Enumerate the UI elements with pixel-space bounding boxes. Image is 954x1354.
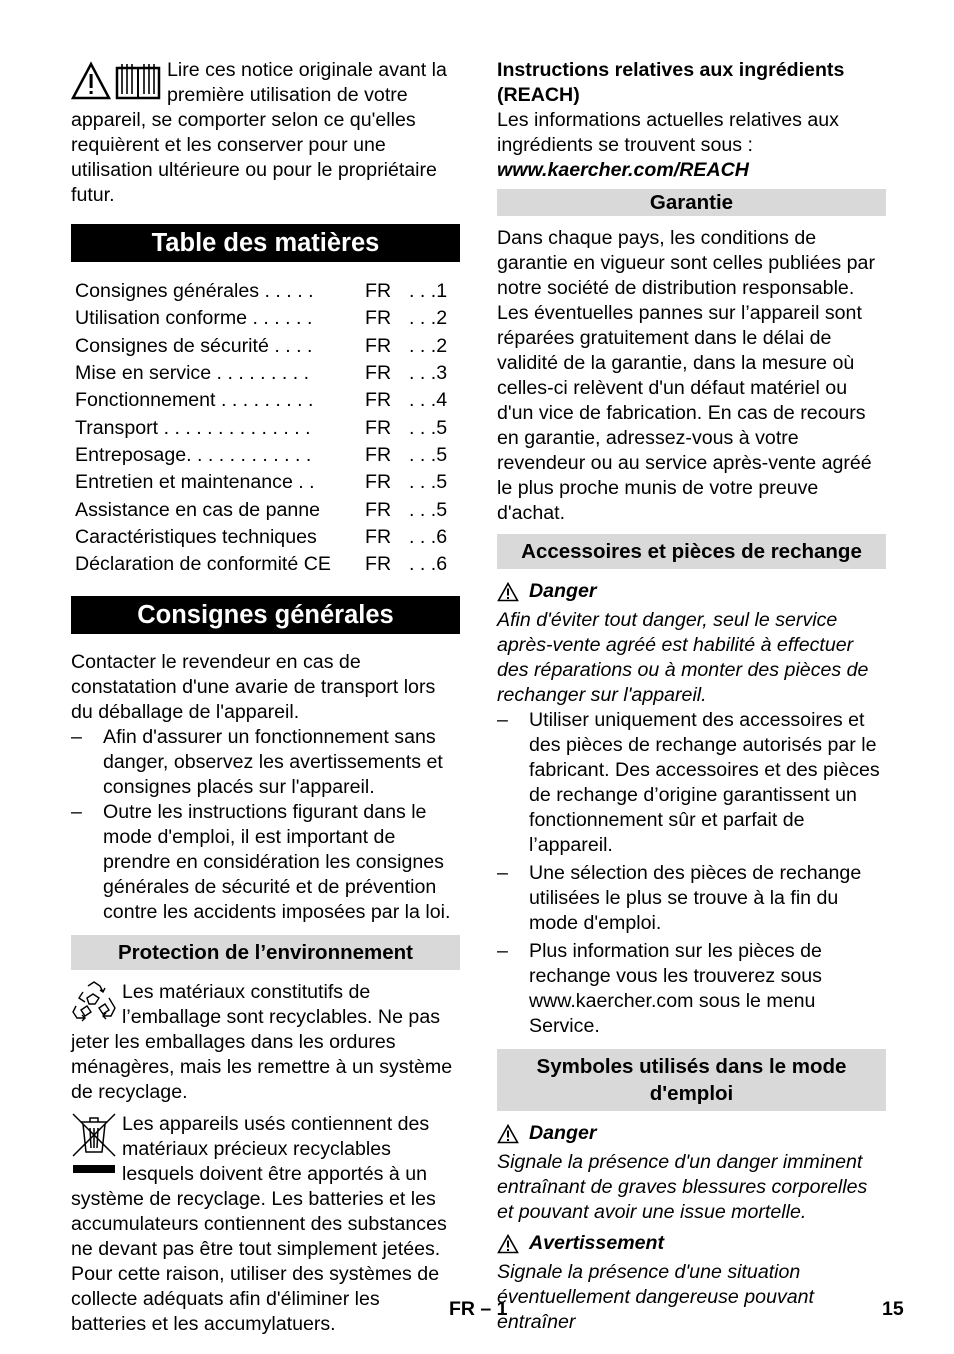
reach-text: Les informations actuelles relatives aux ingrédients se trouvent sous : bbox=[497, 109, 839, 156]
toc-entry-lang: FR bbox=[365, 280, 392, 303]
toc-entry-title: Mise en service . . . . . . . . . bbox=[75, 362, 310, 385]
dash-bullet: – bbox=[497, 709, 508, 731]
footer-lang-page: FR – 1 bbox=[449, 1298, 508, 1320]
right-column bbox=[497, 58, 886, 1335]
warranty-title: Garantie bbox=[497, 189, 886, 216]
toc-entry-page: . . .4 bbox=[409, 389, 448, 412]
warning-triangle-icon bbox=[497, 582, 519, 602]
dash-bullet: – bbox=[71, 801, 82, 824]
reach-url: www.kaercher.com/REACH bbox=[497, 159, 749, 181]
symbols-title: Symboles utilisés dans le mode d'emploi bbox=[497, 1049, 886, 1111]
toc-entry-title: Assistance en cas de panne bbox=[75, 498, 321, 521]
toc-entry-lang: FR bbox=[365, 334, 392, 357]
bullet-text: Plus information sur les pièces de rechange vous les trouverez sous www.kaercher.com sous le menu Service. bbox=[529, 940, 822, 1037]
warning-heading bbox=[497, 1231, 886, 1256]
warning-triangle-icon bbox=[497, 1234, 519, 1254]
list-item bbox=[497, 939, 886, 1039]
toc-row bbox=[71, 496, 460, 523]
toc-row bbox=[71, 551, 460, 578]
toc-entry-page: . . .5 bbox=[409, 416, 448, 439]
toc-entry-title: Fonctionnement . . . . . . . . . bbox=[75, 389, 314, 412]
devices-text: Les appareils usés contiennent des matériaux précieux recyclables lesquels doivent être apportés à un système de recyclage. Les batteries et les accumulateurs contiennent des substances ne devant pas être tout simplement jetées. Pour cette raison, utiliser des systèmes de collecte adéquats afin d'éliminer les batteries et les accumylatuers. bbox=[71, 1113, 447, 1336]
dash-bullet: – bbox=[497, 940, 508, 962]
left-column bbox=[71, 58, 460, 1337]
toc-entry-page: . . .6 bbox=[409, 553, 448, 576]
reach-title: Instructions relatives aux ingrédients (REACH) bbox=[497, 59, 845, 106]
general-title: Consignes générales bbox=[71, 596, 460, 634]
warning-triangle-icon bbox=[497, 1124, 519, 1144]
list-item bbox=[497, 708, 886, 858]
toc-title: Table des matières bbox=[71, 224, 460, 262]
manual-book-icon bbox=[117, 64, 159, 98]
list-item bbox=[71, 725, 460, 800]
toc-entry-lang: FR bbox=[365, 525, 392, 548]
toc-entry-page: . . .5 bbox=[409, 498, 448, 521]
toc-entry-title: Consignes générales . . . . . bbox=[75, 280, 314, 303]
toc-entry-page: . . .2 bbox=[409, 334, 448, 357]
toc-entry-title: Utilisation conforme . . . . . . bbox=[75, 307, 313, 330]
toc-row bbox=[71, 278, 460, 305]
toc-row bbox=[71, 333, 460, 360]
accessories-title: Accessoires et pièces de rechange bbox=[497, 534, 886, 569]
list-item bbox=[497, 861, 886, 936]
toc-row bbox=[71, 524, 460, 551]
devices-block bbox=[71, 1112, 460, 1337]
recycling-icon bbox=[71, 980, 119, 1030]
toc-entry-page: . . .5 bbox=[409, 471, 448, 494]
danger-label: Danger bbox=[529, 1122, 597, 1144]
toc-entry-lang: FR bbox=[365, 362, 392, 385]
danger-label: Danger bbox=[529, 580, 597, 602]
environment-title: Protection de l’environnement bbox=[71, 935, 460, 970]
toc-row bbox=[71, 360, 460, 387]
bullet-text: Utiliser uniquement des accessoires et des pièces de rechange autorisés par le fabricant. Des accessoires et des pièces de rechange d’origine garantissent un fonctionnement sûr et parfait de l’appareil. bbox=[529, 709, 880, 856]
bullet-text: Une sélection des pièces de rechange utilisées le plus se trouve à la fin du mode d'emploi. bbox=[529, 862, 862, 934]
general-intro: Contacter le revendeur en cas de constatation d'une avarie de transport lors du déballage de l'appareil. bbox=[71, 651, 436, 724]
toc-entry-lang: FR bbox=[365, 553, 392, 576]
crossed-bin-icon bbox=[71, 1112, 119, 1176]
intro-block bbox=[71, 58, 460, 208]
danger-text: Afin d'éviter tout danger, seul le service après-vente agréé est habilité à effectuer des réparations ou à monter des pièces de rechanger sur l'appareil. bbox=[497, 609, 869, 706]
dash-bullet: – bbox=[71, 726, 82, 749]
toc-row bbox=[71, 387, 460, 414]
warning-triangle-icon bbox=[71, 58, 163, 102]
danger-text: Signale la présence d'un danger imminent entraînant de graves blessures corporelles et pouvant avoir une issue mortelle. bbox=[497, 1151, 868, 1223]
toc-entry-page: . . .5 bbox=[409, 443, 448, 466]
dash-bullet: – bbox=[497, 862, 508, 884]
toc-row bbox=[71, 305, 460, 332]
footer-page-number: 15 bbox=[882, 1298, 904, 1320]
toc-entry-lang: FR bbox=[365, 389, 392, 412]
toc-entry-lang: FR bbox=[365, 471, 392, 494]
packaging-block bbox=[71, 980, 460, 1105]
danger-heading bbox=[497, 579, 886, 604]
list-item bbox=[71, 800, 460, 925]
toc-entry-page: . . .1 bbox=[409, 280, 448, 303]
packaging-text: Les matériaux constitutifs de l’emballage sont recyclables. Ne pas jeter les emballages dans les ordures ménagères, mais les remettre à un système de recyclage. bbox=[71, 981, 453, 1104]
warning-label: Avertissement bbox=[529, 1232, 665, 1254]
toc-table bbox=[71, 278, 460, 578]
toc-row bbox=[71, 442, 460, 469]
toc-entry-title: Consignes de sécurité . . . . bbox=[75, 334, 313, 357]
intro-icons bbox=[71, 58, 163, 108]
toc-entry-lang: FR bbox=[365, 498, 392, 521]
toc-row bbox=[71, 414, 460, 441]
toc-entry-lang: FR bbox=[365, 443, 392, 466]
toc-entry-title: Transport . . . . . . . . . . . . . . bbox=[75, 416, 311, 439]
toc-entry-page: . . .3 bbox=[409, 362, 448, 385]
bullet-text: Outre les instructions figurant dans le mode d'emploi, il est important de prendre en considération les consignes générales de sécurité et de prévention contre les accidents imposées par la loi. bbox=[103, 801, 451, 924]
warranty-text: Dans chaque pays, les conditions de garantie en vigueur sont celles publiées par notre société de distribution responsable. Les éventuelles pannes sur l’appareil sont réparées gratuitement dans le délai de validité de la garantie, dans la mesure où celles-ci relèvent d'un défaut matériel ou d'un vice de fabrication. En cas de recours en garantie, adressez-vous à votre revendeur ou au service après-vente agréé le plus proche munis de votre preuve d'achat. bbox=[497, 227, 875, 524]
toc-entry-lang: FR bbox=[365, 307, 392, 330]
intro-text: Lire ces notice originale avant la première utilisation de votre appareil, se comporter selon ce qu'elles requièrent et les conserver pour une utilisation ultérieure ou pour le propriétaire futur. bbox=[71, 59, 447, 206]
toc-entry-title: Entreposage. . . . . . . . . . . . bbox=[75, 443, 312, 466]
toc-entry-title: Caractéristiques techniques bbox=[75, 525, 317, 548]
toc-row bbox=[71, 469, 460, 496]
warning-text: Signale la présence d'une situation éventuellement dangereuse pouvant entraîner bbox=[497, 1261, 815, 1333]
toc-entry-page: . . .2 bbox=[409, 307, 448, 330]
toc-entry-lang: FR bbox=[365, 416, 392, 439]
danger-heading bbox=[497, 1121, 886, 1146]
toc-entry-title: Déclaration de conformité CE bbox=[75, 553, 331, 576]
toc-entry-page: . . .6 bbox=[409, 525, 448, 548]
bullet-text: Afin d'assurer un fonctionnement sans danger, observez les avertissements et consignes placés sur l'appareil. bbox=[103, 726, 443, 799]
toc-entry-title: Entretien et maintenance . . bbox=[75, 471, 315, 494]
